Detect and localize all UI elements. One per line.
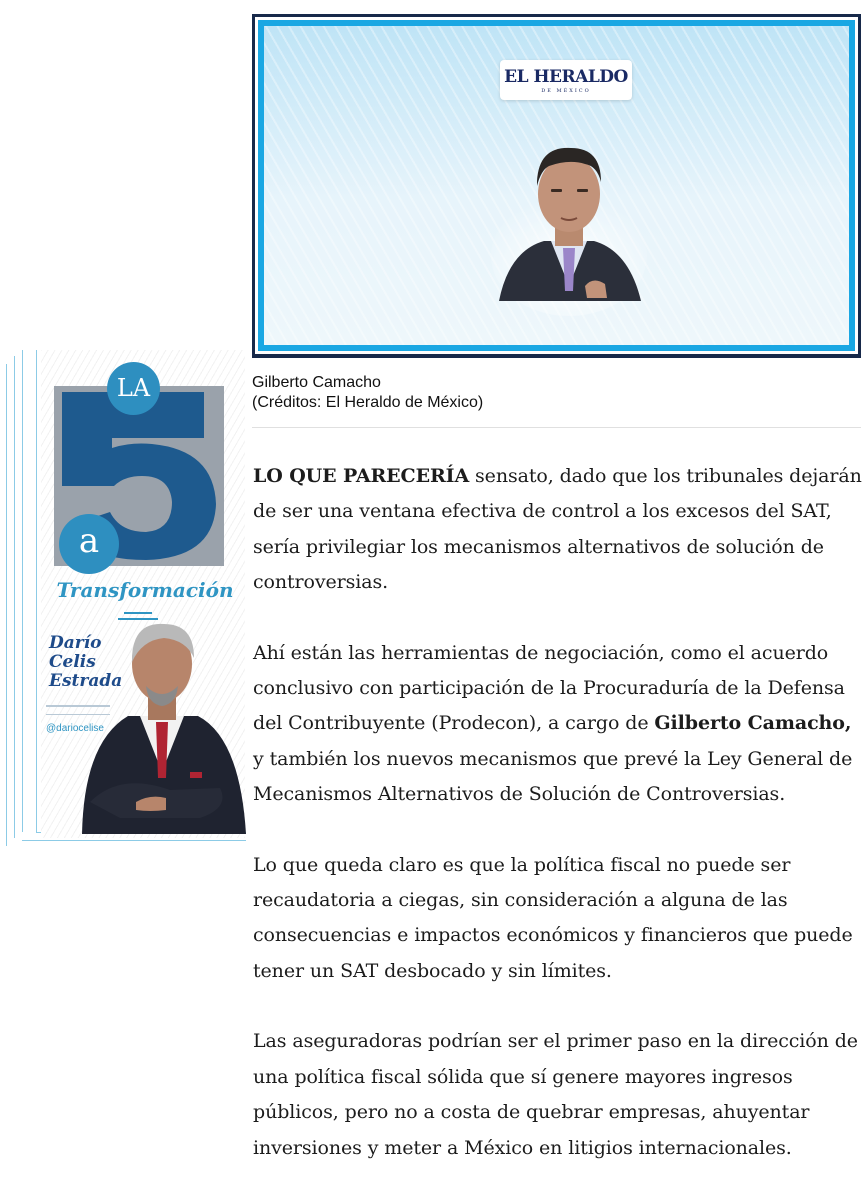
el-heraldo-logo bbox=[500, 60, 632, 100]
column-banner bbox=[6, 350, 246, 850]
author-last-name: Estrada bbox=[49, 671, 123, 691]
author-first-name: Darío bbox=[49, 633, 102, 653]
lead-in: LO QUE PARECERÍA bbox=[253, 465, 470, 487]
logo-wordmark: EL HERALDO bbox=[504, 67, 628, 87]
paragraph-text: sensato, dado que los tribunales dejarán de ser una ventana efectiva de control a los excesos del SAT, sería privilegiar los mecanismos alternativos de solución de controversias. bbox=[253, 465, 862, 594]
columnist-photo bbox=[80, 612, 246, 836]
portrait-photo bbox=[489, 126, 649, 316]
divider bbox=[252, 427, 861, 428]
image-caption bbox=[252, 373, 861, 413]
article-paragraph bbox=[253, 848, 863, 990]
author-middle-name: Celis bbox=[49, 652, 96, 672]
article-paragraph bbox=[253, 1024, 863, 1166]
caption-name: Gilberto Camacho bbox=[252, 374, 381, 391]
banner-frame-line bbox=[6, 364, 7, 846]
article-body bbox=[253, 459, 863, 1201]
hero-image bbox=[252, 14, 861, 358]
banner-frame-line bbox=[22, 350, 23, 832]
banner-frame-line bbox=[22, 840, 246, 841]
author-handle: @dariocelise bbox=[46, 723, 104, 734]
banner-frame-line bbox=[14, 356, 15, 838]
a-logo-badge: a bbox=[59, 514, 119, 574]
banner-frame-line bbox=[36, 350, 37, 832]
caption-credits: (Créditos: El Heraldo de México) bbox=[252, 394, 484, 411]
hero-image-background bbox=[258, 20, 855, 351]
la-logo-badge: LA bbox=[107, 362, 160, 415]
paragraph-text: Las aseguradoras podrían ser el primer paso en la dirección de una política fiscal sólida que sí genere mayores ingresos públicos, pero no a costa de quebrar empresas, ahuyentar inversiones y meter a México en litigios internacionales. bbox=[253, 1030, 858, 1159]
paragraph-text: y también los nuevos mecanismos que prevé la Ley General de Mecanismos Alternativos de Solución de Controversias. bbox=[253, 747, 853, 806]
paragraph-text: Lo que queda claro es que la política fiscal no puede ser recaudatoria a ciegas, sin consideración a alguna de las consecuencias e impactos económicos y financieros que puede tener un SAT desbocado y sin límites. bbox=[253, 853, 853, 982]
article-paragraph bbox=[253, 459, 863, 601]
highlighted-name: Gilberto Camacho, bbox=[654, 712, 852, 735]
logo-subtitle: DE MÉXICO bbox=[541, 88, 591, 94]
paragraph-text: Ahí están las herramientas de negociación, como el acuerdo conclusivo con participación de la Procuraduría de la Defensa del Contribuyente (Prodecon), a cargo de bbox=[253, 641, 845, 735]
column-section-title: Transformación bbox=[56, 578, 234, 602]
article-paragraph bbox=[253, 636, 863, 813]
